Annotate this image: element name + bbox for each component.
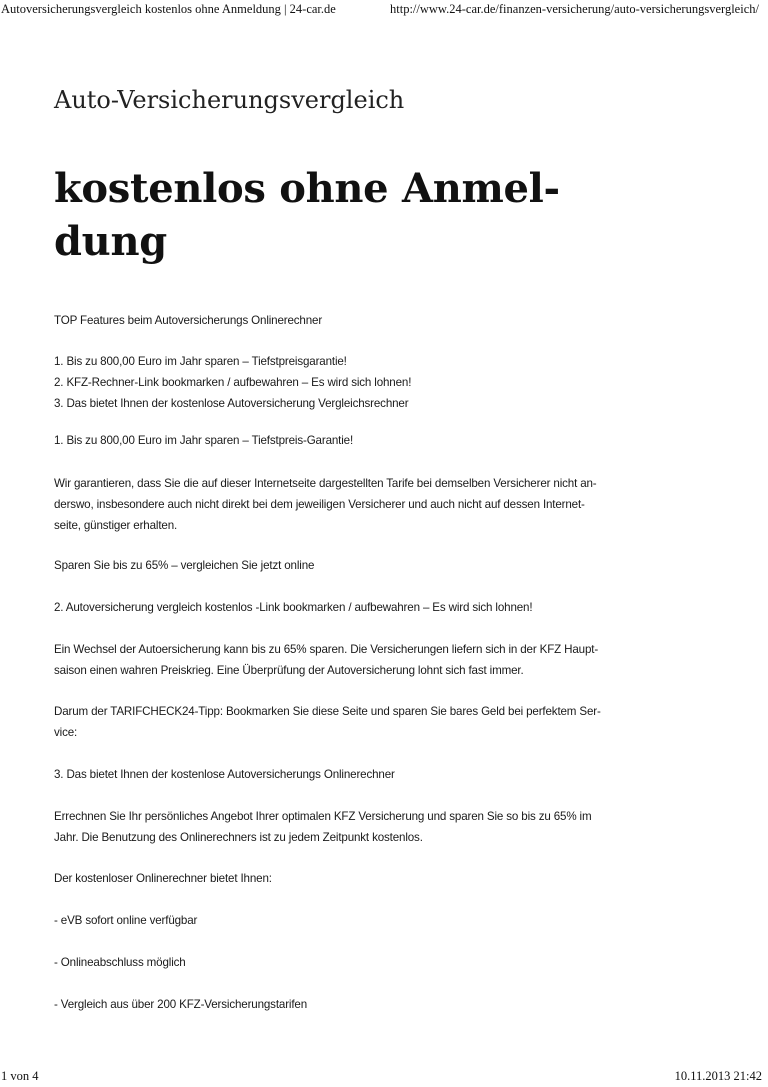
paragraph-offers-intro — [54, 868, 634, 889]
list-item: 3. Das bietet Ihnen der kostenlose Autoversicherung Vergleichsrechner — [54, 397, 409, 410]
paragraph-line: saison einen wahren Preiskrieg. Eine Überprüfung der Autoversicherung lohnt sich fast immer. — [54, 664, 524, 677]
paragraph-tip — [54, 701, 634, 743]
paragraph-line: Jahr. Die Benutzung des Onlinerechners ist zu jedem Zeitpunkt kostenlos. — [54, 831, 423, 844]
list-item: 1. Bis zu 800,00 Euro im Jahr sparen – Tiefstpreisgarantie! — [54, 355, 347, 368]
paragraph-heading-1 — [54, 430, 634, 451]
paragraph-line: 3. Das bietet Ihnen der kostenlose Autoversicherungs Onlinerechner — [54, 768, 395, 781]
paragraph-savings — [54, 555, 634, 576]
paragraph-line: Ein Wechsel der Autoersicherung kann bis zu 65% sparen. Die Versicherungen liefern sich in der KFZ Haupt- — [54, 643, 599, 656]
list-item: - Vergleich aus über 200 KFZ-Versicherungstarifen — [54, 998, 307, 1011]
bullet-comparison — [54, 994, 634, 1015]
paragraph-line: seite, günstiger erhalten. — [54, 519, 178, 532]
print-header — [0, 0, 768, 20]
paragraph-line: Darum der TARIFCHECK24-Tipp: Bookmarken Sie diese Seite und sparen Sie bares Geld bei perfektem Ser- — [54, 705, 601, 718]
headline-line: kostenlos ohne Anmel- — [54, 165, 560, 212]
bullet-evb — [54, 910, 634, 931]
print-footer — [0, 1069, 768, 1087]
paragraph-calculate — [54, 806, 634, 848]
paragraph-heading-2 — [54, 597, 634, 618]
paragraph-line: TOP Features beim Autoversicherungs Onlinerechner — [54, 314, 323, 327]
paragraph-line: vice: — [54, 726, 78, 739]
paragraph-line: 1. Bis zu 800,00 Euro im Jahr sparen – Tiefstpreis-Garantie! — [54, 434, 354, 447]
paragraph-line: derswo, insbesondere auch nicht direkt bei dem jeweiligen Versicherer und auch nicht auf dessen Internet- — [54, 498, 585, 511]
paragraph-features-list — [54, 351, 634, 414]
paragraph-switch — [54, 639, 634, 681]
paragraph-line: Der kostenloser Onlinerechner bietet Ihnen: — [54, 872, 272, 885]
paragraph-line: Wir garantieren, dass Sie die auf dieser Internetseite dargestellten Tarife bei demselben Versicherer nicht an- — [54, 477, 597, 490]
list-item: - Onlineabschluss möglich — [54, 956, 186, 969]
paragraph-line: Errechnen Sie Ihr persönliches Angebot Ihrer optimalen KFZ Versicherung und sparen Sie so bis zu 65% im — [54, 810, 592, 823]
paragraph-heading-3 — [54, 764, 634, 785]
print-datetime: 10.11.2013 21:42 — [674, 1069, 762, 1083]
page-counter: 1 von 4 — [1, 1069, 39, 1083]
paragraph-line: Sparen Sie bis zu 65% – vergleichen Sie jetzt online — [54, 559, 315, 572]
headline-line: dung — [54, 218, 167, 265]
article-headline — [54, 162, 654, 268]
paragraph-features-intro — [54, 310, 634, 331]
bullet-online-contract — [54, 952, 634, 973]
paragraph-line: 2. Autoversicherung vergleich kostenlos -Link bookmarken / aufbewahren – Es wird sich lohnen! — [54, 601, 533, 614]
print-url: http://www.24-car.de/finanzen-versicherung/auto-versicherungsvergleich/ — [390, 2, 759, 16]
print-page-title: Autoversicherungsvergleich kostenlos ohne Anmeldung | 24-car.de — [1, 2, 336, 16]
article-subtitle: Auto-Versicherungsvergleich — [54, 86, 405, 114]
paragraph-guarantee — [54, 473, 634, 536]
list-item: - eVB sofort online verfügbar — [54, 914, 198, 927]
list-item: 2. KFZ-Rechner-Link bookmarken / aufbewahren – Es wird sich lohnen! — [54, 376, 412, 389]
